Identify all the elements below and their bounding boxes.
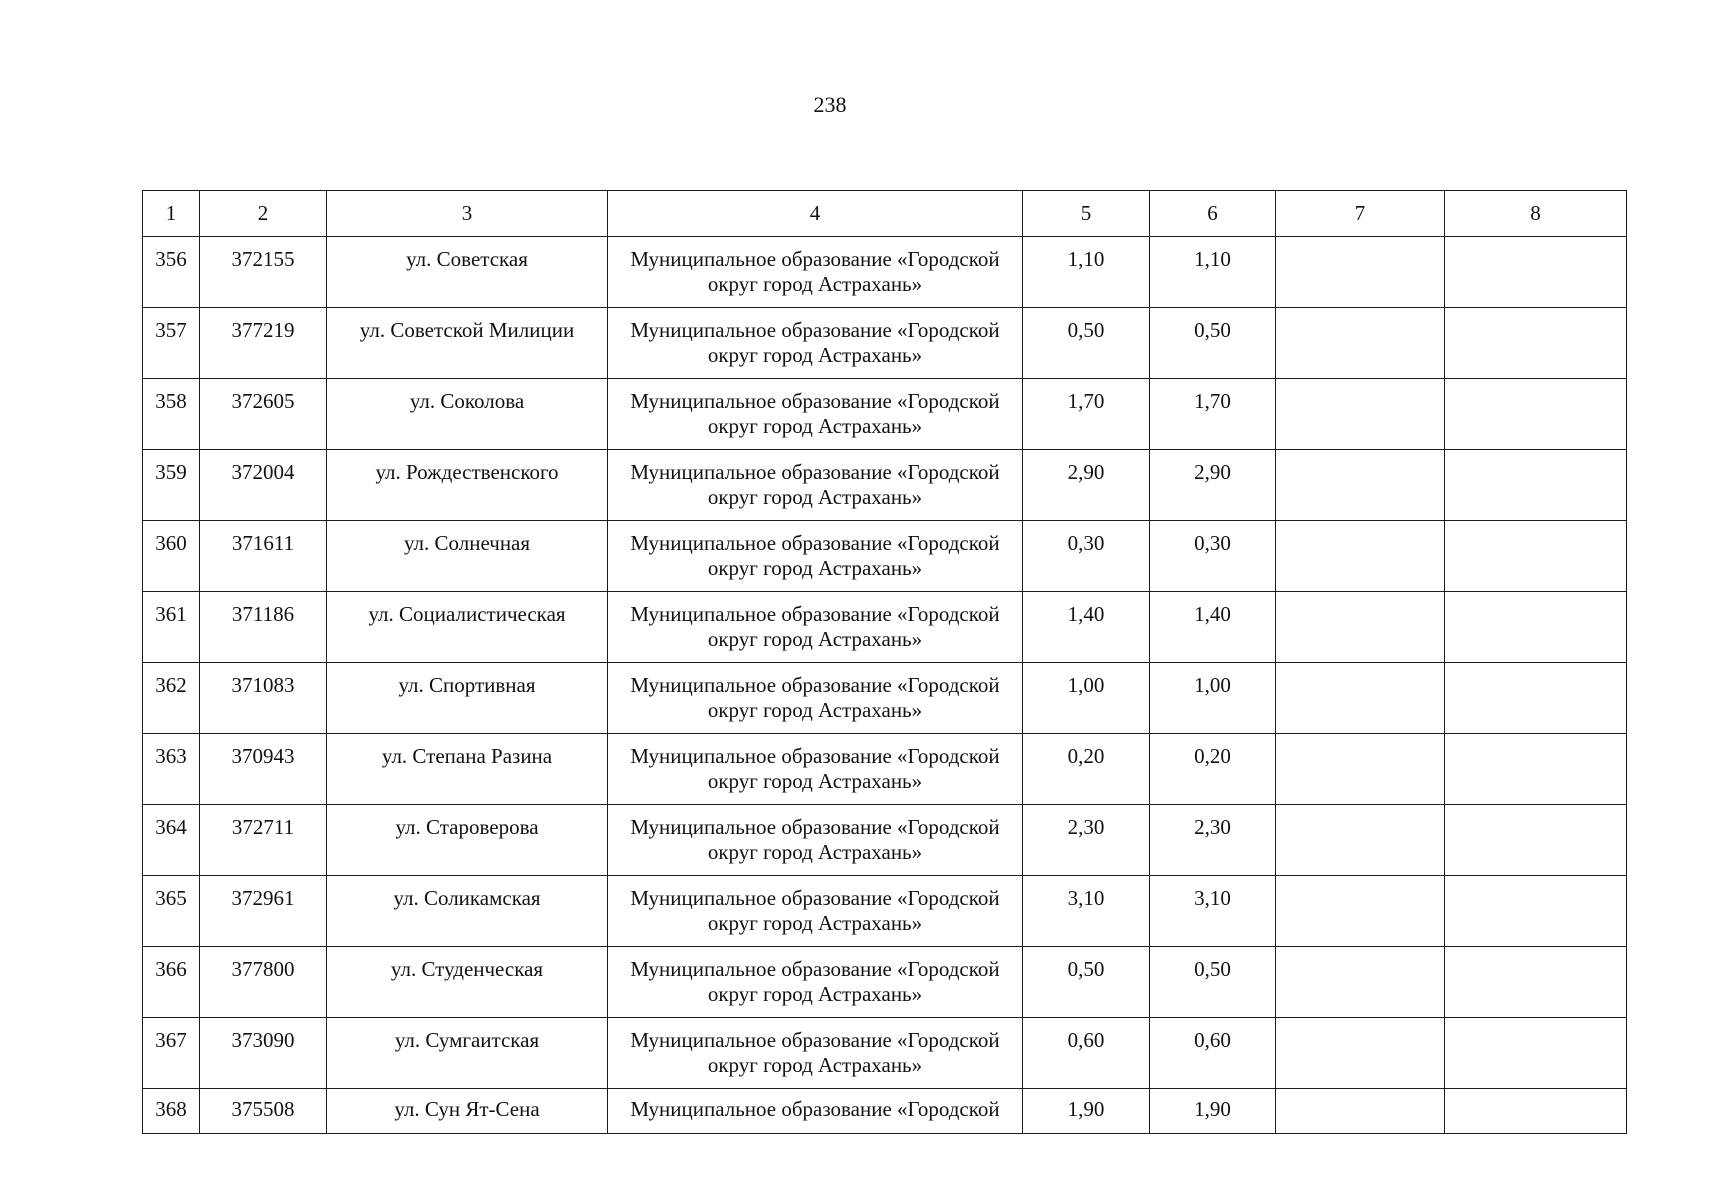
- cell-owner: Муниципальное образование «Городской округ город Астрахань»: [608, 663, 1023, 734]
- cell-code: 372605: [200, 379, 327, 450]
- cell-col5: 2,90: [1023, 450, 1150, 521]
- cell-number: 363: [143, 734, 200, 805]
- cell-owner: Муниципальное образование «Городской округ город Астрахань»: [608, 237, 1023, 308]
- cell-code: 372961: [200, 876, 327, 947]
- cell-owner: Муниципальное образование «Городской округ город Астрахань»: [608, 379, 1023, 450]
- column-header: 2: [200, 191, 327, 237]
- column-header: 7: [1276, 191, 1445, 237]
- cell-street-name: ул. Степана Разина: [327, 734, 608, 805]
- cell-col8: [1445, 876, 1627, 947]
- cell-number: 366: [143, 947, 200, 1018]
- table-row: [143, 734, 1627, 805]
- cell-number: 362: [143, 663, 200, 734]
- table-row: [143, 450, 1627, 521]
- cell-col7: [1276, 379, 1445, 450]
- cell-owner: Муниципальное образование «Городской округ город Астрахань»: [608, 521, 1023, 592]
- cell-col8: [1445, 947, 1627, 1018]
- cell-number: 359: [143, 450, 200, 521]
- cell-number: 356: [143, 237, 200, 308]
- cell-col8: [1445, 521, 1627, 592]
- cell-number: 364: [143, 805, 200, 876]
- cell-owner: Муниципальное образование «Городской округ город Астрахань»: [608, 1018, 1023, 1089]
- cell-street-name: ул. Соликамская: [327, 876, 608, 947]
- cell-col7: [1276, 1018, 1445, 1089]
- cell-street-name: ул. Рождественского: [327, 450, 608, 521]
- cell-col6: 0,30: [1150, 521, 1276, 592]
- cell-number: 360: [143, 521, 200, 592]
- cell-col5: 3,10: [1023, 876, 1150, 947]
- cell-street-name: ул. Спортивная: [327, 663, 608, 734]
- table-row: [143, 663, 1627, 734]
- table-row: [143, 876, 1627, 947]
- cell-col5: 0,60: [1023, 1018, 1150, 1089]
- cell-col8: [1445, 237, 1627, 308]
- cell-col7: [1276, 947, 1445, 1018]
- registry-table: [142, 190, 1627, 1134]
- cell-col7: [1276, 1089, 1445, 1134]
- cell-street-name: ул. Сун Ят-Сена: [327, 1089, 608, 1134]
- cell-col7: [1276, 308, 1445, 379]
- cell-code: 373090: [200, 1018, 327, 1089]
- cell-owner: Муниципальное образование «Городской округ город Астрахань»: [608, 592, 1023, 663]
- cell-code: 372711: [200, 805, 327, 876]
- table-header-row: [143, 191, 1627, 237]
- cell-number: 358: [143, 379, 200, 450]
- cell-col8: [1445, 1089, 1627, 1134]
- cell-col7: [1276, 450, 1445, 521]
- cell-col7: [1276, 521, 1445, 592]
- cell-code: 377800: [200, 947, 327, 1018]
- cell-col5: 1,00: [1023, 663, 1150, 734]
- cell-col6: 2,90: [1150, 450, 1276, 521]
- cell-col5: 2,30: [1023, 805, 1150, 876]
- cell-col7: [1276, 805, 1445, 876]
- cell-street-name: ул. Советская: [327, 237, 608, 308]
- cell-col8: [1445, 592, 1627, 663]
- column-header: 3: [327, 191, 608, 237]
- cell-street-name: ул. Сумгаитская: [327, 1018, 608, 1089]
- page-number: 238: [813, 92, 847, 117]
- table-row: [143, 379, 1627, 450]
- cell-col5: 1,40: [1023, 592, 1150, 663]
- cell-col5: 1,70: [1023, 379, 1150, 450]
- cell-owner: Муниципальное образование «Городской округ город Астрахань»: [608, 308, 1023, 379]
- cell-col8: [1445, 663, 1627, 734]
- cell-street-name: ул. Студенческая: [327, 947, 608, 1018]
- table-row: [143, 805, 1627, 876]
- cell-col6: 0,20: [1150, 734, 1276, 805]
- column-header: 8: [1445, 191, 1627, 237]
- cell-col6: 0,60: [1150, 1018, 1276, 1089]
- cell-code: 375508: [200, 1089, 327, 1134]
- table-row: [143, 592, 1627, 663]
- cell-code: 371083: [200, 663, 327, 734]
- cell-col8: [1445, 450, 1627, 521]
- cell-code: 377219: [200, 308, 327, 379]
- cell-code: 372004: [200, 450, 327, 521]
- cell-code: 371611: [200, 521, 327, 592]
- cell-col6: 0,50: [1150, 308, 1276, 379]
- cell-code: 370943: [200, 734, 327, 805]
- cell-owner: Муниципальное образование «Городской округ город Астрахань»: [608, 876, 1023, 947]
- table-row: [143, 237, 1627, 308]
- cell-col6: 1,90: [1150, 1089, 1276, 1134]
- cell-col8: [1445, 805, 1627, 876]
- cell-number: 367: [143, 1018, 200, 1089]
- cell-number: 357: [143, 308, 200, 379]
- cell-street-name: ул. Староверова: [327, 805, 608, 876]
- column-header: 6: [1150, 191, 1276, 237]
- column-header: 1: [143, 191, 200, 237]
- cell-col7: [1276, 237, 1445, 308]
- cell-col6: 1,40: [1150, 592, 1276, 663]
- cell-col6: 0,50: [1150, 947, 1276, 1018]
- table-row: [143, 1089, 1627, 1134]
- cell-street-name: ул. Соколова: [327, 379, 608, 450]
- cell-col5: 0,50: [1023, 947, 1150, 1018]
- cell-code: 371186: [200, 592, 327, 663]
- cell-col5: 0,30: [1023, 521, 1150, 592]
- cell-col8: [1445, 379, 1627, 450]
- cell-col6: 1,70: [1150, 379, 1276, 450]
- cell-number: 365: [143, 876, 200, 947]
- cell-col8: [1445, 1018, 1627, 1089]
- cell-col5: 1,10: [1023, 237, 1150, 308]
- table-row: [143, 947, 1627, 1018]
- cell-number: 368: [143, 1089, 200, 1134]
- cell-col7: [1276, 592, 1445, 663]
- cell-col7: [1276, 663, 1445, 734]
- cell-street-name: ул. Солнечная: [327, 521, 608, 592]
- cell-code: 372155: [200, 237, 327, 308]
- cell-col6: 2,30: [1150, 805, 1276, 876]
- cell-col5: 1,90: [1023, 1089, 1150, 1134]
- cell-col6: 3,10: [1150, 876, 1276, 947]
- table-row: [143, 521, 1627, 592]
- cell-col5: 0,20: [1023, 734, 1150, 805]
- cell-col7: [1276, 876, 1445, 947]
- column-header: 4: [608, 191, 1023, 237]
- cell-owner: Муниципальное образование «Городской округ город Астрахань»: [608, 947, 1023, 1018]
- table-row: [143, 1018, 1627, 1089]
- cell-col7: [1276, 734, 1445, 805]
- cell-col5: 0,50: [1023, 308, 1150, 379]
- cell-owner: Муниципальное образование «Городской округ город Астрахань»: [608, 450, 1023, 521]
- table-row: [143, 308, 1627, 379]
- cell-col6: 1,10: [1150, 237, 1276, 308]
- cell-number: 361: [143, 592, 200, 663]
- cell-owner: Муниципальное образование «Городской округ город Астрахань»: [608, 734, 1023, 805]
- cell-owner: Муниципальное образование «Городской: [608, 1089, 1023, 1134]
- cell-col6: 1,00: [1150, 663, 1276, 734]
- cell-street-name: ул. Социалистическая: [327, 592, 608, 663]
- cell-owner: Муниципальное образование «Городской округ город Астрахань»: [608, 805, 1023, 876]
- cell-col8: [1445, 308, 1627, 379]
- cell-col8: [1445, 734, 1627, 805]
- cell-street-name: ул. Советской Милиции: [327, 308, 608, 379]
- column-header: 5: [1023, 191, 1150, 237]
